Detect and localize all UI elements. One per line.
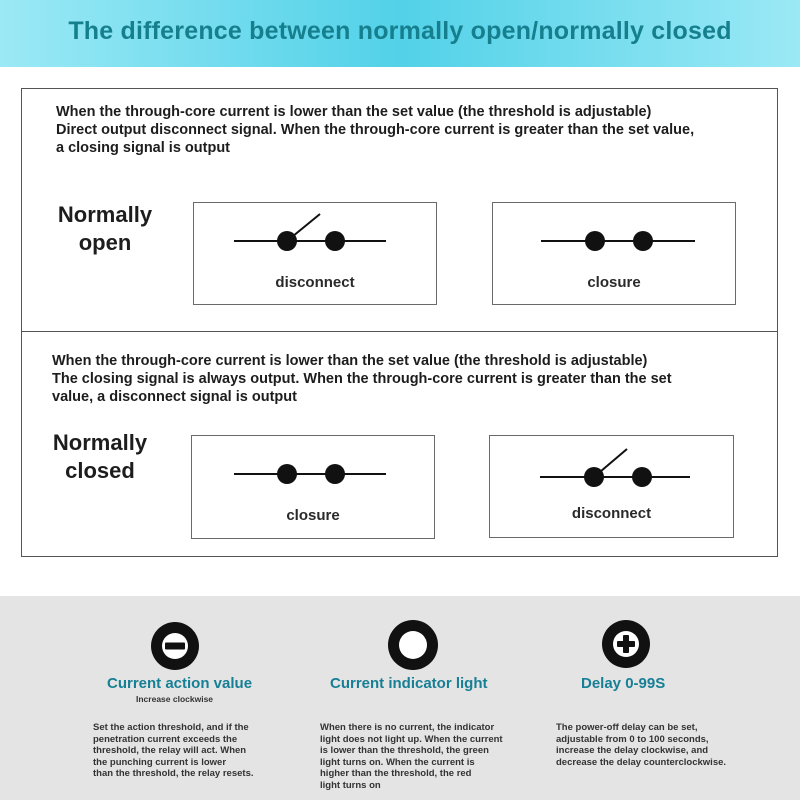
section-divider xyxy=(21,331,778,332)
description-line: Set the action threshold, and if the xyxy=(93,722,249,733)
feature-title: Delay 0-99S xyxy=(581,675,666,692)
description-line: value, a disconnect signal is output xyxy=(52,389,297,405)
minus-circle-icon xyxy=(151,622,199,670)
description-line: When the through-core current is lower than the set value (the threshold is adjustable) xyxy=(56,104,652,120)
description-line: higher than the threshold, the red xyxy=(320,768,472,780)
label-line: Normally xyxy=(52,430,148,455)
normally-closed-label xyxy=(35,429,165,485)
header-banner xyxy=(0,0,800,67)
description-line: The power-off delay can be set, xyxy=(556,722,698,733)
normally-closed-description xyxy=(52,352,672,406)
description-line: increase the delay clockwise, and xyxy=(556,745,709,757)
left-contact xyxy=(277,464,297,484)
normally-closed-disconnect-panel xyxy=(489,435,734,538)
normally-open-closure-panel xyxy=(492,202,736,305)
label-line: closed xyxy=(65,458,135,483)
feature-description xyxy=(556,722,726,768)
normally-open-description xyxy=(56,103,694,157)
left-contact xyxy=(585,231,605,251)
description-line: light turns on xyxy=(320,779,381,791)
description-line: than the threshold, the relay resets. xyxy=(93,768,254,780)
left-contact xyxy=(584,467,604,487)
normally-closed-closure-panel xyxy=(191,435,435,539)
closed-switch-symbol xyxy=(192,436,436,540)
description-line: adjustable from 0 to 100 seconds, xyxy=(556,733,709,745)
description-line: penetration current exceeds the xyxy=(93,733,238,745)
description-line: is lower than the threshold, the green xyxy=(320,745,489,757)
feature-title: Current action value xyxy=(107,675,253,692)
feature-subtitle: Increase clockwise xyxy=(136,694,214,704)
label-line: Normally xyxy=(57,202,153,227)
right-contact xyxy=(325,464,345,484)
normally-open-disconnect-panel xyxy=(193,202,437,305)
description-line: When there is no current, the indicator xyxy=(320,722,495,733)
description-line: The closing signal is always output. When the through-core current is greater than the set xyxy=(52,371,672,387)
description-line: light does not light up. When the current xyxy=(320,733,503,745)
panel-label: closure xyxy=(286,507,340,524)
feature-description xyxy=(93,722,254,780)
panel-label: disconnect xyxy=(571,505,652,522)
feature-description xyxy=(320,722,503,792)
panel-label: disconnect xyxy=(275,274,355,291)
description-line: light turns on. When the current is xyxy=(320,756,475,768)
label-line: open xyxy=(78,230,132,255)
panel-label: closure xyxy=(587,274,641,291)
plus-circle-icon xyxy=(602,620,650,668)
right-contact xyxy=(632,467,652,487)
page-title: The difference between normally open/normally closed xyxy=(68,17,732,45)
right-contact xyxy=(633,231,653,251)
open-switch-symbol xyxy=(490,436,735,539)
right-contact xyxy=(325,231,345,251)
normally-open-label xyxy=(40,201,170,257)
description-line: threshold, the relay will act. When xyxy=(93,745,247,757)
description-line: a closing signal is output xyxy=(56,140,231,156)
left-contact xyxy=(277,231,297,251)
description-line: the punching current is lower xyxy=(93,756,227,768)
feature-title: Current indicator light xyxy=(330,675,488,692)
features-section xyxy=(0,596,800,800)
ring-indicator-icon xyxy=(388,620,438,670)
description-line: decrease the delay counterclockwise. xyxy=(556,756,727,768)
description-line: Direct output disconnect signal. When the through-core current is greater than the set value, xyxy=(56,122,695,138)
description-line: When the through-core current is lower than the set value (the threshold is adjustable) xyxy=(52,353,648,369)
